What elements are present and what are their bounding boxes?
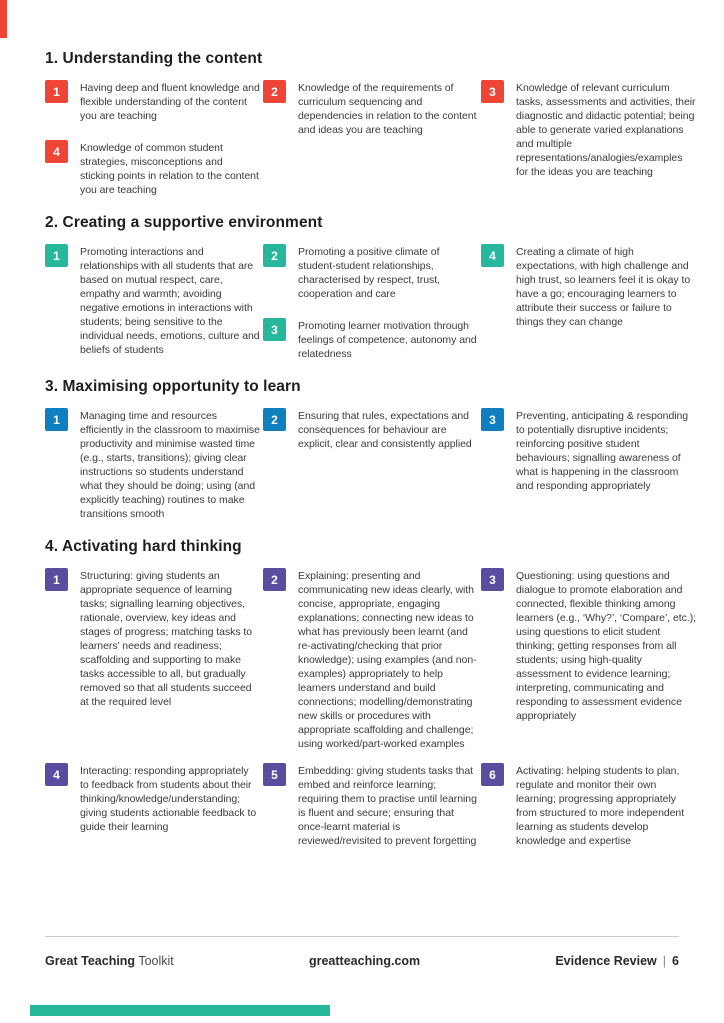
item-text: Promoting a positive climate of student-student relationships, characterised by respect, trust, cooperation and care bbox=[298, 246, 440, 300]
item-number-badge: 1 bbox=[45, 80, 68, 103]
element-item bbox=[45, 80, 263, 123]
item-text: Promoting interactions and relationships with all students that are based on mutual respect, care, empathy and warmth; avoiding negative emotions in interactions with students; being sensitive to the individual needs, emotions, culture and beliefs of students bbox=[80, 246, 260, 356]
footer-divider bbox=[45, 936, 679, 937]
item-text: Embedding: giving students tasks that embed and reinforce learning; requiring them to practise until learning is fluent and secure; ensuring that once-learnt material is reviewed/revisited to prevent forgetting bbox=[298, 765, 477, 847]
item-number-badge: 1 bbox=[45, 408, 68, 431]
sections bbox=[45, 50, 702, 848]
item-number-badge: 3 bbox=[481, 568, 504, 591]
section-row bbox=[45, 763, 702, 848]
section-cell bbox=[481, 80, 699, 197]
item-text: Preventing, anticipating & responding to potentially disruptive incidents; reinforcing positive student behaviours; signalling awareness of what is happening in the classroom and responding appropriately bbox=[516, 410, 689, 492]
item-text: Knowledge of relevant curriculum tasks, assessments and activities, their diagnostic and didactic potential; being able to generate varied explanations and multiple representations/analogies/examples for the ideas you are teaching bbox=[516, 82, 696, 178]
section-cell bbox=[263, 80, 481, 197]
item-number-badge: 3 bbox=[481, 408, 504, 431]
section-cell bbox=[481, 244, 699, 361]
item-number-badge: 2 bbox=[263, 568, 286, 591]
item-number-badge: 5 bbox=[263, 763, 286, 786]
element-item bbox=[45, 140, 263, 197]
footer-row bbox=[45, 954, 679, 968]
element-item bbox=[45, 568, 263, 709]
footer-separator: | bbox=[662, 954, 667, 968]
section-row bbox=[45, 80, 702, 197]
item-number-badge: 4 bbox=[45, 763, 68, 786]
element-item bbox=[45, 763, 263, 834]
item-text: Promoting learner motivation through feelings of competence, autonomy and relatedness bbox=[298, 320, 477, 360]
section-row bbox=[45, 568, 702, 751]
item-number-badge: 1 bbox=[45, 568, 68, 591]
element-item bbox=[45, 244, 263, 357]
brand-title bbox=[45, 954, 174, 968]
section-1 bbox=[45, 50, 702, 197]
section-cell bbox=[263, 244, 481, 361]
section-title: 2. Creating a supportive environment bbox=[45, 214, 323, 231]
section-cell bbox=[263, 763, 481, 848]
item-number-badge: 3 bbox=[263, 318, 286, 341]
item-text: Knowledge of common student strategies, misconceptions and sticking points in relation to the content you are teaching bbox=[80, 142, 259, 196]
item-text: Activating: helping students to plan, regulate and monitor their own learning; progressing appropriately from structured to more independent learning as students develop knowledge and expertise bbox=[516, 765, 685, 847]
item-text: Structuring: giving students an appropriate sequence of learning tasks; signalling learning objectives, rationale, overview, key ideas and stages of progress; matching tasks to learners’ needs and readiness; scaffolding and supporting to make tasks accessible to all, but gradually removed so that all students succeed at the required level bbox=[80, 570, 253, 708]
item-text: Creating a climate of high expectations, with high challenge and high trust, so learners feel it is okay to have a go; encouraging learners to attribute their success or failure to things they can change bbox=[516, 246, 691, 328]
section-cell bbox=[45, 80, 263, 197]
item-number-badge: 1 bbox=[45, 244, 68, 267]
section-row bbox=[45, 244, 702, 361]
element-item bbox=[263, 80, 481, 137]
section-title: 1. Understanding the content bbox=[45, 50, 263, 67]
element-item bbox=[263, 763, 481, 848]
element-item bbox=[263, 408, 481, 451]
item-text: Knowledge of the requirements of curriculum sequencing and dependencies in relation to the content and ideas you are teaching bbox=[298, 82, 477, 136]
section-4 bbox=[45, 538, 702, 848]
element-item bbox=[481, 763, 699, 848]
element-item bbox=[45, 408, 263, 521]
top-left-accent-strip bbox=[0, 0, 7, 38]
section-cell bbox=[481, 763, 699, 848]
item-text: Ensuring that rules, expectations and consequences for behaviour are explicit, clear and consistently applied bbox=[298, 410, 472, 450]
section-cell bbox=[45, 763, 263, 848]
item-number-badge: 2 bbox=[263, 244, 286, 267]
section-cell bbox=[481, 408, 699, 521]
section-cell bbox=[263, 568, 481, 751]
item-number-badge: 2 bbox=[263, 408, 286, 431]
item-text: Explaining: presenting and communicating new ideas clearly, with concise, appropriate, engaging explanations; connecting new ideas to what has previously been learnt (and re-activating/checking that prior knowledge); using examples (and non-examples) appropriately to help learners understand and build connections; modelling/demonstrating new skills or procedures with appropriate scaffolding and challenge; using worked/part-worked examples bbox=[298, 570, 477, 750]
element-item bbox=[481, 244, 699, 329]
item-number-badge: 4 bbox=[481, 244, 504, 267]
section-cell bbox=[263, 408, 481, 521]
bottom-accent-strip bbox=[30, 1005, 330, 1016]
item-text: Managing time and resources efficiently in the classroom to maximise productivity and minimise wasted time (e.g., starts, transitions); giving clear instructions so students understand what they should be doing; using (and explicitly teaching) routines to make transitions smooth bbox=[80, 410, 260, 520]
item-number-badge: 2 bbox=[263, 80, 286, 103]
element-item bbox=[263, 318, 481, 361]
element-item bbox=[481, 80, 699, 179]
element-item bbox=[263, 244, 481, 301]
element-item bbox=[481, 568, 699, 723]
doc-title-and-page bbox=[555, 954, 679, 968]
website-link[interactable]: greatteaching.com bbox=[308, 954, 421, 968]
section-2 bbox=[45, 214, 702, 361]
section-3 bbox=[45, 378, 702, 521]
item-text: Having deep and fluent knowledge and flexible understanding of the content you are teaching bbox=[80, 82, 260, 122]
brand-title-light: Toolkit bbox=[138, 954, 174, 968]
page-content bbox=[45, 50, 702, 865]
item-number-badge: 4 bbox=[45, 140, 68, 163]
brand-title-bold: Great Teaching bbox=[45, 954, 136, 968]
section-title: 4. Activating hard thinking bbox=[45, 538, 242, 555]
page-footer bbox=[45, 936, 679, 968]
section-cell bbox=[45, 568, 263, 751]
page-number: 6 bbox=[672, 954, 679, 968]
element-item bbox=[263, 568, 481, 751]
section-cell bbox=[45, 244, 263, 361]
item-number-badge: 6 bbox=[481, 763, 504, 786]
item-number-badge: 3 bbox=[481, 80, 504, 103]
section-cell bbox=[45, 408, 263, 521]
doc-title: Evidence Review bbox=[555, 954, 657, 968]
section-title: 3. Maximising opportunity to learn bbox=[45, 378, 301, 395]
element-item bbox=[481, 408, 699, 493]
item-text: Questioning: using questions and dialogue to promote elaboration and connected, flexible thinking among learners (e.g., ‘Why?’, ‘Compare’, etc.); using questions to elicit student thinking; getting responses from all students; using high-quality assessment to evidence learning; interpreting, communicating and responding to assessment evidence appropriately bbox=[516, 570, 697, 722]
section-cell bbox=[481, 568, 699, 751]
item-text: Interacting: responding appropriately to feedback from students about their thinking/knowledge/understanding; giving students actionable feedback to guide their learning bbox=[80, 765, 257, 833]
section-row bbox=[45, 408, 702, 521]
